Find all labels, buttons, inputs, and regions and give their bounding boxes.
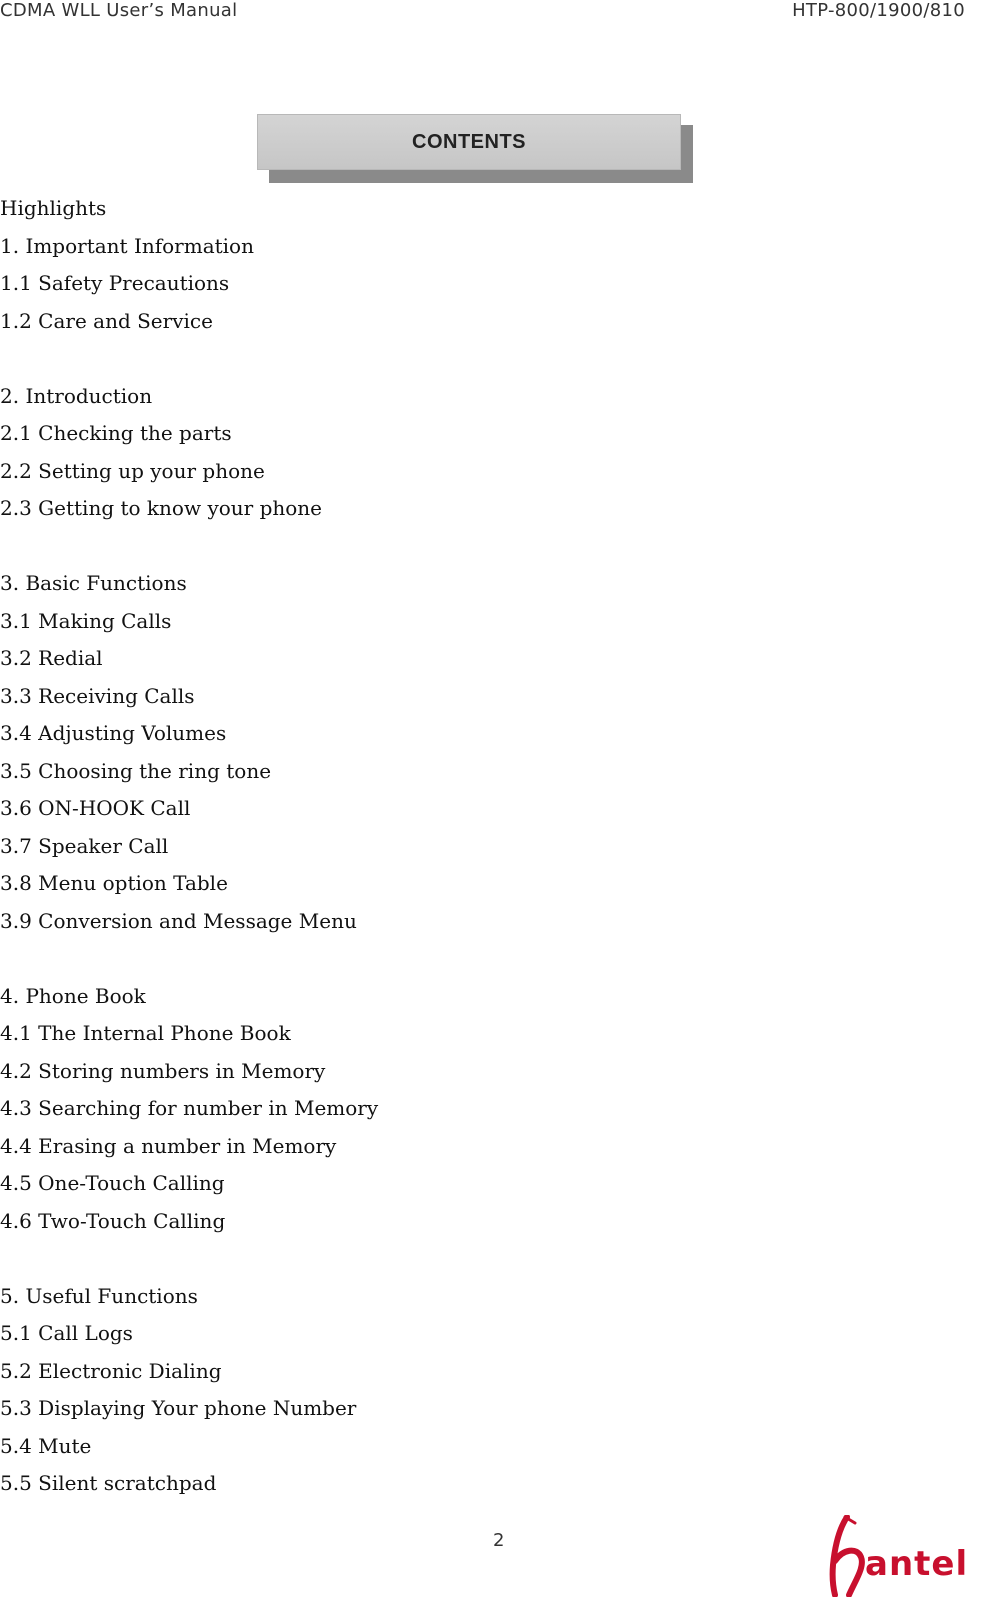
toc-spacer [0,1240,378,1278]
toc-spacer [0,340,378,378]
toc-spacer [0,528,378,566]
toc-entry: 5.1 Call Logs [0,1321,133,1345]
toc-entry: 3.1 Making Calls [0,608,172,633]
toc-entry: 3.9 Conversion and Message Menu [0,908,357,933]
toc-entry: 4.6 Two-Touch Calling [0,1208,226,1233]
toc-entry: 5.3 Displaying Your phone Number [0,1396,357,1420]
contents-title: CONTENTS [412,130,526,153]
toc-entry: 4.3 Searching for number in Memory [0,1096,379,1120]
toc-section-heading: 1. Important Information [0,233,254,258]
toc-entry: 5.2 Electronic Dialing [0,1358,222,1383]
toc-entry: 1.1 Safety Precautions [0,271,230,295]
toc-entry: 3.7 Speaker Call [0,833,169,858]
toc-entry: 4.4 Erasing a number in Memory [0,1133,337,1158]
toc-entry: 4.5 One-Touch Calling [0,1171,225,1195]
toc-section-heading: 4. Phone Book [0,983,146,1008]
toc-entry: 2.2 Setting up your phone [0,458,265,483]
toc-entry: 4.1 The Internal Phone Book [0,1021,291,1045]
toc-entry: 3.8 Menu option Table [0,871,228,895]
toc-section-heading: Highlights [0,196,107,220]
svg-text:antel: antel [865,1544,969,1584]
toc-entry: 3.2 Redial [0,646,103,670]
toc-entry: 3.6 ON-HOOK Call [0,796,191,820]
header-title: CDMA WLL User’s Manual [0,0,238,21]
toc-entry: 5.5 Silent scratchpad [0,1471,217,1495]
contents-banner [257,114,681,170]
table-of-contents [0,190,378,1503]
hantel-logo [825,1515,995,1597]
toc-section-heading: 2. Introduction [0,383,153,408]
toc-entry: 3.5 Choosing the ring tone [0,758,272,783]
toc-entry: 3.3 Receiving Calls [0,683,195,708]
toc-entry: 4.2 Storing numbers in Memory [0,1058,326,1083]
header-model: HTP-800/1900/810 [792,0,965,21]
toc-entry: 2.1 Checking the parts [0,421,232,445]
toc-section-heading: 3. Basic Functions [0,571,187,595]
toc-section-heading: 5. Useful Functions [0,1283,198,1308]
toc-entry: 5.4 Mute [0,1433,92,1458]
toc-entry: 3.4 Adjusting Volumes [0,721,227,745]
toc-entry: 2.3 Getting to know your phone [0,496,323,520]
toc-entry: 1.2 Care and Service [0,308,213,333]
toc-spacer [0,940,378,978]
page-number: 2 [493,1530,505,1551]
